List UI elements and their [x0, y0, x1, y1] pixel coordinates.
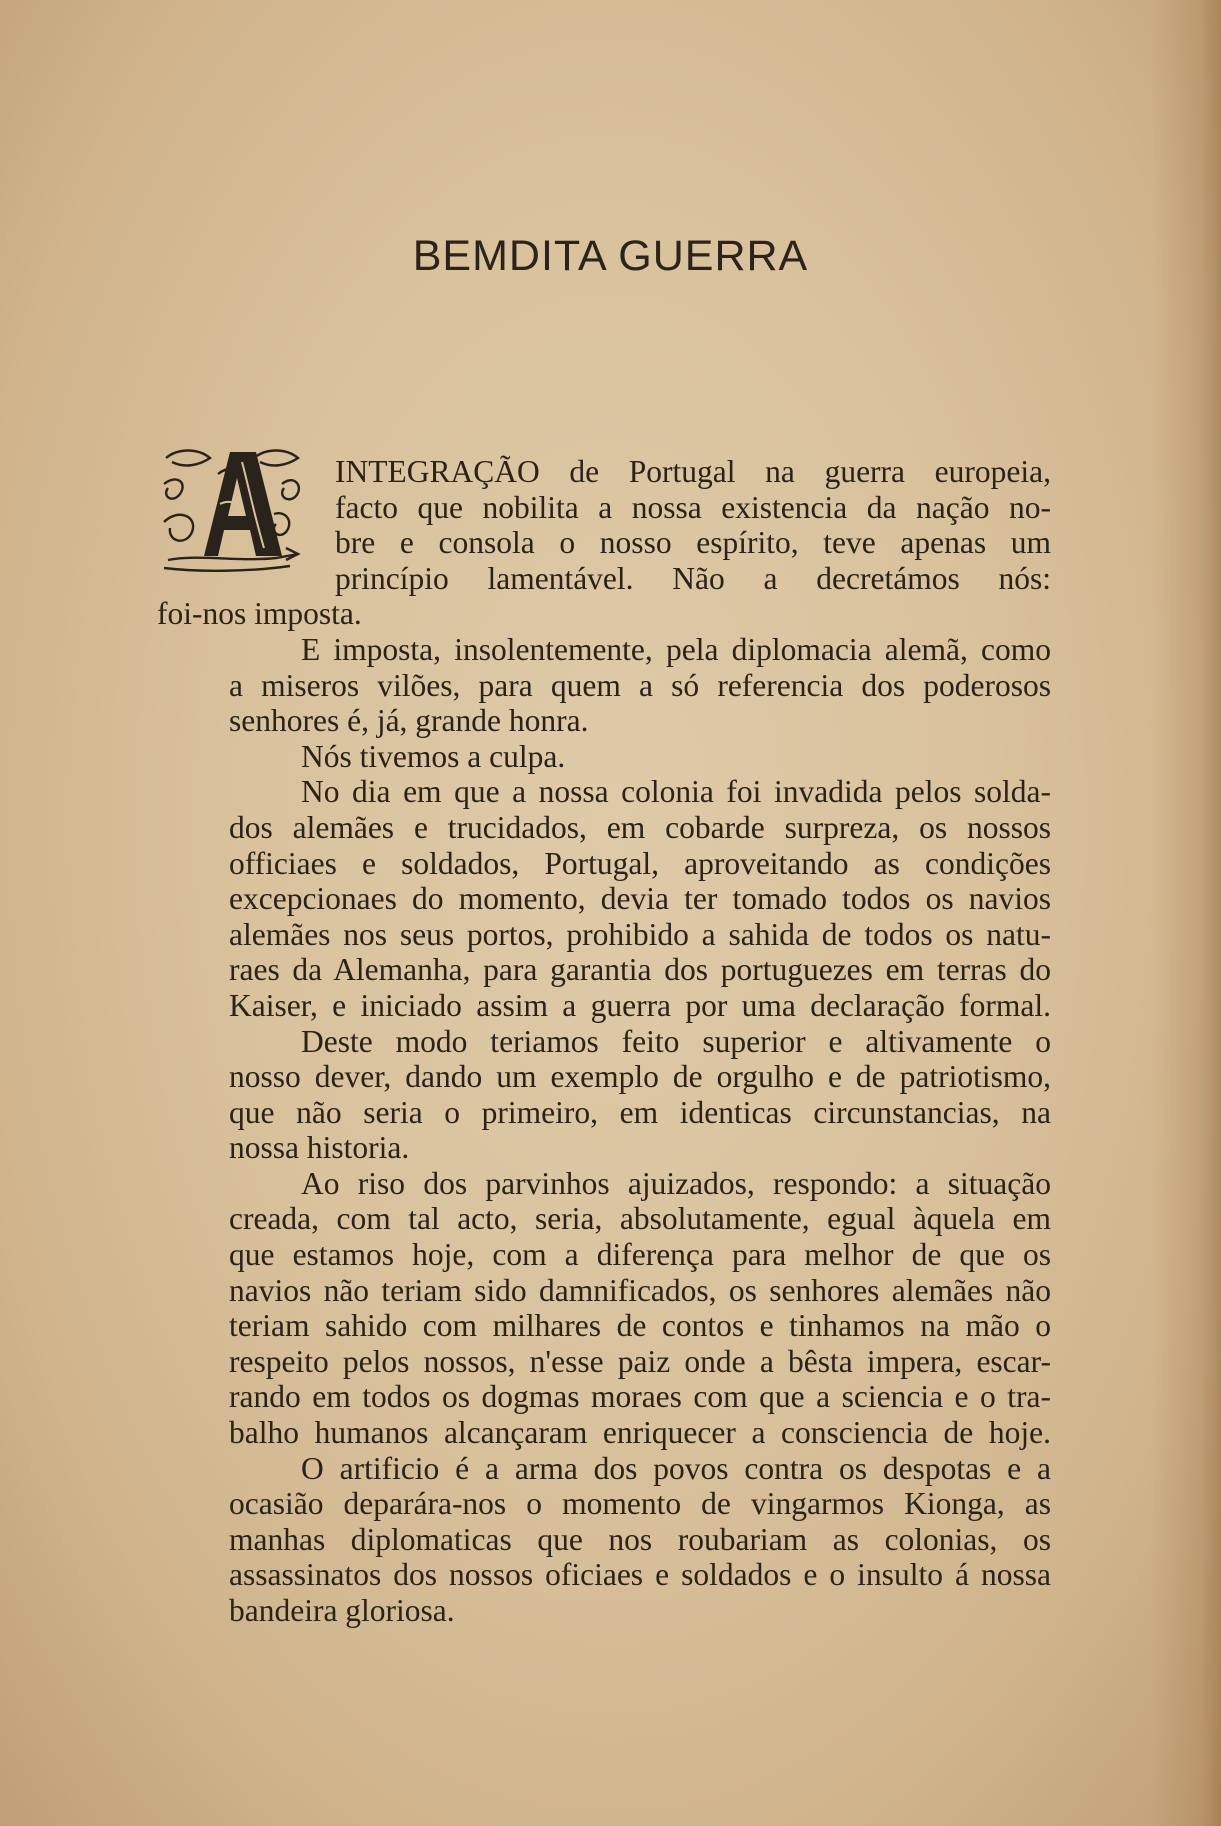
text-line: a miseros vilões, para quem a só referencia dos poderosos	[229, 667, 1051, 703]
text-line: manhas diplomaticas que nos roubariam as colonias, os	[229, 1521, 1051, 1557]
text-line: bre e consola o nosso espírito, teve apenas um	[335, 525, 1051, 561]
text-line: E imposta, insolentemente, pela diplomacia alemã, como	[301, 631, 1051, 667]
text-line: dos alemães e trucidados, em cobarde surpreza, os nossos	[229, 809, 1051, 845]
text-line: nosso dever, dando um exemplo de orgulho e de patriotismo,	[229, 1059, 1051, 1095]
text-line: balho humanos alcançaram enriquecer a consciencia de hoje.	[229, 1415, 1051, 1451]
text-line: O artificio é a arma dos povos contra os despotas e a	[301, 1450, 1051, 1486]
text-line: Deste modo teriamos feito superior e altivamente o	[301, 1023, 1051, 1059]
text-line: Kaiser, e iniciado assim a guerra por uma declaração formal.	[229, 987, 1051, 1023]
paragraph-3	[157, 739, 1051, 775]
text-line: excepcionaes do momento, devia ter tomado todos os navios	[229, 881, 1051, 917]
paragraph-7	[157, 1451, 1051, 1629]
text-line: facto que nobilita a nossa existencia da nação no-	[335, 489, 1051, 525]
text-line: que estamos hoje, com a diferença para melhor de que os	[229, 1237, 1051, 1273]
text-line: alemães nos seus portos, prohibido a sahida de todos os natu-	[229, 916, 1051, 952]
text-line: Nós tivemos a culpa.	[301, 738, 566, 774]
text-line: creada, com tal acto, seria, absolutamente, egual àquela em	[229, 1201, 1051, 1237]
text-line: INTEGRAÇÃO de Portugal na guerra europeia,	[335, 454, 1051, 489]
text-line: navios não teriam sido damnificados, os senhores alemães não	[229, 1272, 1051, 1308]
text-line: Ao riso dos parvinhos ajuizados, respondo: a situação	[301, 1165, 1051, 1201]
text-line: ocasião deparára-nos o momento de vingarmos Kionga, as	[229, 1486, 1051, 1522]
text-line: foi-nos imposta.	[157, 596, 362, 632]
text-line: nossa historia.	[229, 1130, 410, 1166]
text-line: assassinatos dos nossos oficiaes e soldados e o insulto á nossa	[229, 1557, 1051, 1593]
text-line: princípio lamentável. Não a decretámos nós:	[335, 560, 1051, 596]
paragraph-5	[157, 1024, 1051, 1166]
text-line: officiaes e soldados, Portugal, aproveitando as condições	[229, 845, 1051, 881]
text-line: No dia em que a nossa colonia foi invadida pelos solda-	[301, 774, 1051, 810]
text-line: teriam sahido com milhares de contos e tinhamos na mão o	[229, 1308, 1051, 1344]
paragraph-4	[157, 774, 1051, 1023]
text-line: que não seria o primeiro, em identicas circunstancias, na	[229, 1094, 1051, 1130]
page-title: BEMDITA GUERRA	[412, 232, 809, 280]
paragraph-1	[157, 454, 1051, 632]
paragraph-6	[157, 1166, 1051, 1451]
text-line: bandeira gloriosa.	[229, 1593, 455, 1628]
text-line: respeito pelos nossos, n'esse paiz onde a bêsta impera, escar-	[229, 1343, 1051, 1379]
text-line: senhores é, já, grande honra.	[229, 703, 589, 739]
body-text	[157, 454, 1051, 1629]
text-line: raes da Alemanha, para garantia dos portuguezes em terras do	[229, 952, 1051, 988]
paragraph-2	[157, 632, 1051, 739]
text-line: rando em todos os dogmas moraes com que a sciencia e o tra-	[229, 1379, 1051, 1415]
